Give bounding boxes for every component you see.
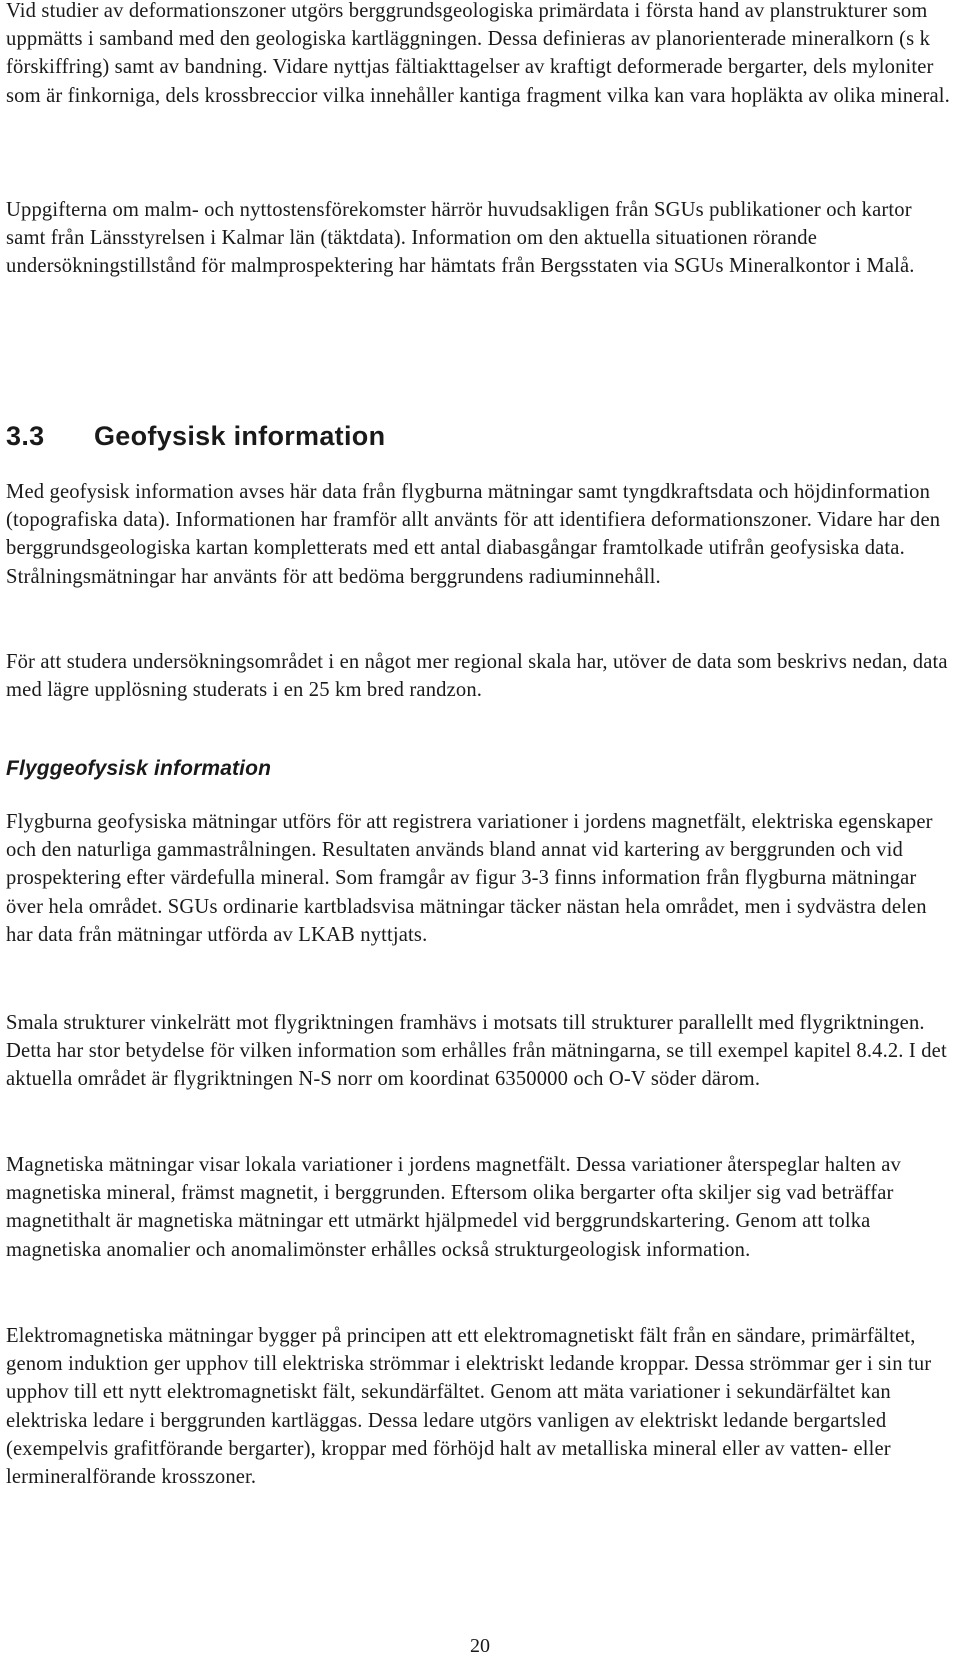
paragraph-flight-direction: Smala strukturer vinkelrätt mot flygriktningen framhävs i motsats till strukturer parallellt med flygriktningen. Detta har stor betydelse för vilken information som erhålles från mätningarna, se till exempel kapitel 8.4.2. I det aktuella området är flygriktningen N-S norr om koordinat 6350000 och O-V söder därom. [6,1012,947,1091]
section-title: Geofysisk information [94,421,386,451]
paragraph-ore-deposits: Uppgifterna om malm- och nyttostensförekomster härrör huvudsakligen från SGUs publikationer och kartor samt från Länsstyrelsen i Kalmar län (täktdata). Information om den aktuella situationen rörande undersökningstillstånd för malmprospektering har hämtats från Bergsstaten via SGUs Mineralkontor i Malå. [6,199,915,278]
page-number: 20 [470,1635,490,1657]
paragraph-electromagnetic-measurements: Elektromagnetiska mätningar bygger på principen att ett elektromagnetiskt fält från en sändare, primärfältet, genom induktion ger upphov till elektriska strömmar i elektriskt ledande kroppar. Dessa strömmar ger i sin tur upphov till ett nytt elektromagnetiskt fält, sekundärfältet. Genom att mäta variationer i sekundärfältet kan elektriska ledare i berggrunden kartläggas. Dessa ledare utgörs vanligen av elektriskt ledande bergartsled (exempelvis grafitförande bergarter), kroppar med förhöjd halt av metalliska mineral eller av vatten- eller lermineralförande krosszoner. [6,1325,932,1489]
section-heading [6,420,385,452]
section-number: 3.3 [6,421,45,451]
subsection-heading: Flyggeofysisk information [6,757,272,780]
paragraph-geophysical-intro: Med geofysisk information avses här data från flygburna mätningar samt tyngdkraftsdata och höjdinformation (topografiska data). Informationen har framför allt använts för att identifiera deformationszoner. Vidare har den berggrundsgeologiska kartan kompletterats med ett antal diabasgångar framtolkade utifrån geofysiska data. Strålningsmätningar har använts för att bedöma berggrundens radiuminnehåll. [6,481,941,588]
paragraph-deformation-zones: Vid studier av deformationszoner utgörs berggrundsgeologiska primärdata i första hand av planstrukturer som uppmätts i samband med den geologiska kartläggningen. Dessa definieras av planorienterade mineralkorn (s k förskiffring) samt av bandning. Vidare nyttjas fältiakttagelser av kraftigt deformerade bergarter, dels myloniter som är finkorniga, dels krossbreccior vilka innehåller kantiga fragment vilka kan vara hopläkta av olika mineral. [6,0,950,107]
paragraph-airborne-measurements: Flygburna geofysiska mätningar utförs för att registrera variationer i jordens magnetfält, elektriska egenskaper och den naturliga gammastrålningen. Resultaten används bland annat vid kartering av berggrunden och vid prospektering efter värdefulla mineral. Som framgår av figur 3-3 finns information från flygburna mätningar över hela området. SGUs ordinarie kartbladsvisa mätningar täcker nästan hela området, men i sydvästra delen har data från mätningar utförda av LKAB nyttjats. [6,811,933,946]
paragraph-magnetic-measurements: Magnetiska mätningar visar lokala variationer i jordens magnetfält. Dessa variationer återspeglar halten av magnetiska mineral, främst magnetit, i berggrunden. Eftersom olika bergarter ofta skiljer sig vad beträffar magnetithalt är magnetiska mätningar ett utmärkt hjälpmedel vid berggrundskartering. Genom att tolka magnetiska anomalier och anomalimönster erhålles också strukturgeologisk information. [6,1154,901,1261]
paragraph-regional-scale: För att studera undersökningsområdet i en något mer regional skala har, utöver de data som beskrivs nedan, data med lägre upplösning studerats i en 25 km bred randzon. [6,651,948,702]
